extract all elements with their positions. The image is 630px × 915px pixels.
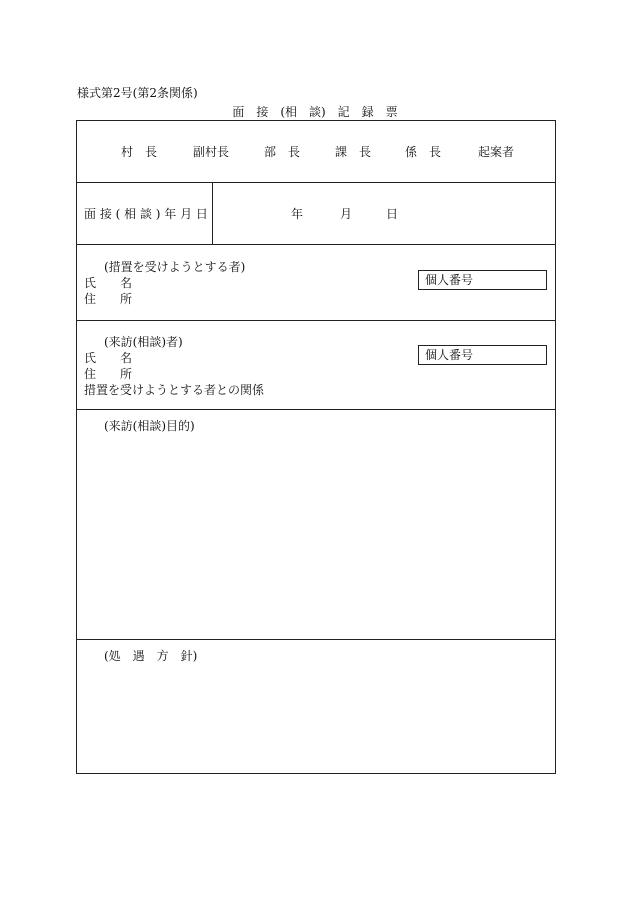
approver-subsection-head: 係 長 [405,145,442,159]
visitor-heading: (来訪(相談)者) [104,335,183,349]
interview-date-label: 面 接 ( 相 談 ) 年 月 日 [84,207,208,221]
approver-village-head: 村 長 [121,145,158,159]
row-divider [77,639,555,640]
approver-department-head: 部 長 [264,145,301,159]
visitor-address-field[interactable]: 住 所 [84,367,133,381]
recipient-id-number-box[interactable]: 個人番号 [418,270,547,290]
month-field[interactable]: 月 [340,207,353,221]
recipient-heading: (措置を受けようとする者) [104,260,246,274]
visitor-name-field[interactable]: 氏 名 [84,351,133,365]
row-divider [77,409,555,410]
date-column-divider [212,182,213,244]
day-field[interactable]: 日 [386,207,399,221]
row-divider [77,244,555,245]
form-title: 面 接 (相 談) 記 録 票 [232,105,398,119]
approver-deputy-village-head: 副村長 [193,145,230,159]
visitor-relation-field[interactable]: 措置を受けようとする者との関係 [84,383,265,397]
record-form-frame [76,120,556,774]
treatment-policy-heading: (処 遇 方 針) [104,649,198,663]
form-number-label: 様式第2号(第2条関係) [77,86,198,100]
visit-purpose-heading: (来訪(相談)目的) [104,419,195,433]
row-divider [77,182,555,183]
visitor-id-number-box[interactable]: 個人番号 [418,345,547,365]
approver-drafter: 起案者 [478,145,515,159]
recipient-name-field[interactable]: 氏 名 [84,276,133,290]
approver-section-head: 課 長 [335,145,372,159]
recipient-address-field[interactable]: 住 所 [84,292,133,306]
year-field[interactable]: 年 [291,207,304,221]
row-divider [77,320,555,321]
